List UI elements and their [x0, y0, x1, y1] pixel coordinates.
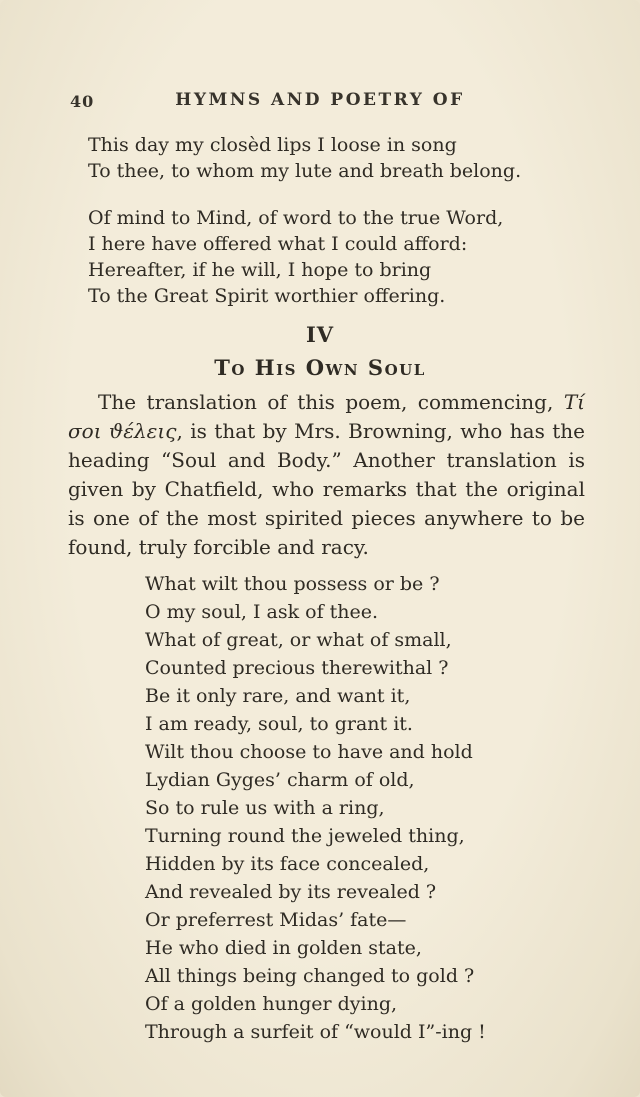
poem-line: Hidden by its face concealed,	[145, 853, 430, 875]
intro-paragraph	[68, 388, 585, 562]
poem-line: Turning round the jeweled thing,	[145, 825, 465, 847]
verse-line: Hereafter, if he will, I hope to bring	[88, 259, 432, 281]
intro-text-after-greek: , is that by Mrs. Browning, who has the heading “Soul and Body.” Another translation is given by Chatfield, who remarks that the original is one of the most spirited pieces anywhere to be found, truly forcible and racy.	[68, 419, 585, 559]
poem	[145, 570, 640, 1046]
poem-line: Through a surfeit of “would I”-ing !	[145, 1021, 486, 1043]
poem-line: Wilt thou choose to have and hold	[145, 741, 473, 763]
poem-line: And revealed by its revealed ?	[145, 881, 437, 903]
running-header-title: HYMNS AND POETRY OF	[175, 90, 465, 110]
poem-line: Lydian Gyges’ charm of old,	[145, 769, 415, 791]
stanza-2	[88, 205, 640, 309]
verse-line: Of mind to Mind, of word to the true Word,	[88, 207, 504, 229]
poem-line: O my soul, I ask of thee.	[145, 601, 379, 623]
greek-phrase: Τί σοι ϑέλεις	[68, 390, 585, 443]
page-number: 40	[70, 92, 95, 111]
poem-line: So to rule us with a ring,	[145, 797, 385, 819]
poem-line: What wilt thou possess or be ?	[145, 573, 440, 595]
poem-line: Or preferrest Midas’ fate—	[145, 909, 407, 931]
poem-line: Of a golden hunger dying,	[145, 993, 398, 1015]
verse-line: I here have offered what I could afford:	[88, 233, 468, 255]
poem-line: Counted precious therewithal ?	[145, 657, 449, 679]
poem-line: He who died in golden state,	[145, 937, 422, 959]
poem-line: I am ready, soul, to grant it.	[145, 713, 413, 735]
verse-line: To the Great Spirit worthier offering.	[88, 285, 446, 307]
verse-line: This day my closèd lips I loose in song	[88, 134, 457, 156]
poem-line: All things being changed to gold ?	[145, 965, 475, 987]
poem-line: Be it only rare, and want it,	[145, 685, 411, 707]
intro-text-before-greek: The translation of this poem, commencing,	[98, 390, 564, 414]
verse-line: To thee, to whom my lute and breath belong.	[88, 160, 522, 182]
page-header	[0, 90, 640, 112]
stanza-1	[88, 132, 640, 184]
section-title: To His Own Soul	[214, 355, 426, 380]
section-numeral: IV	[305, 322, 335, 347]
poem-line: What of great, or what of small,	[145, 629, 452, 651]
